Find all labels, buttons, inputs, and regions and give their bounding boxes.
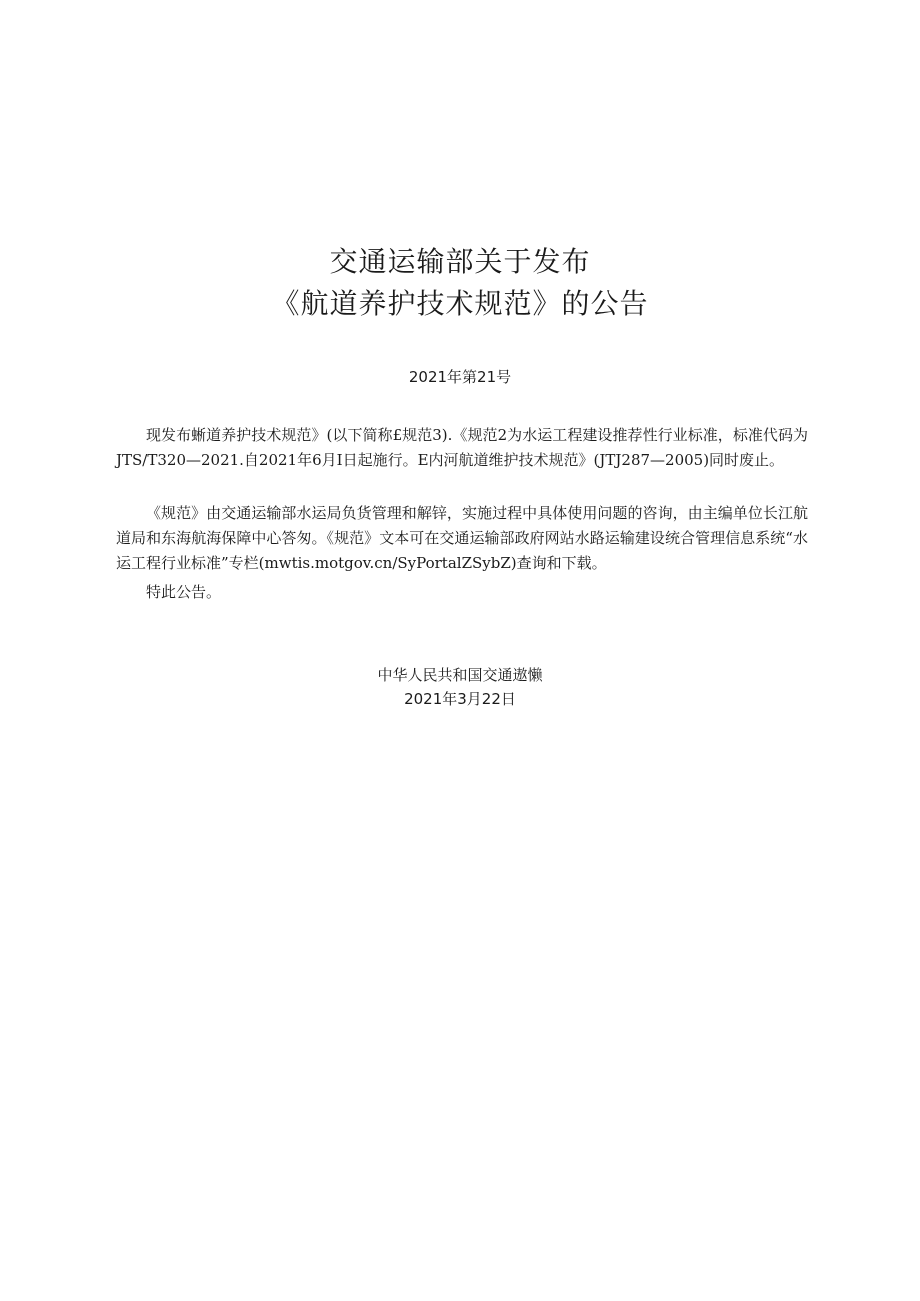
title-line-1: 交通运输部关于发布	[329, 245, 591, 278]
paragraph-2: 《规范》由交通运输部水运局负货管理和解锌，实施过程中具体使用问题的咨询，由主编单位长江航道局和东海航海保障中心答匆。《规范》文本可在交通运输部政府网站水路运输建设统合管理信息系统“水运工程行业标准”专栏(mwtis.motgov.cn/SyPortalZSybZ)查询和下载。	[116, 504, 808, 572]
paragraph-1: 现发布蜥道养护技术规范》(以下简称£规范3).《规范2为水运工程建设推荐性行业标准，标准代码为JTS/T320—2021.自2021年6月I日起施行。E内河航道维护技术规范》(JTJ287—2005)同时废止。	[116, 426, 808, 469]
paragraph-2-container	[116, 501, 808, 576]
announcement-number: 2021年第21号	[408, 368, 512, 386]
signature-date: 2021年3月22日	[404, 690, 516, 708]
paragraph-3: 特此公告。	[146, 583, 222, 601]
paragraph-1-container	[116, 423, 808, 473]
title-line-2: 《航道养护技术规范》的公告	[271, 287, 649, 320]
paragraph-3-container	[116, 580, 808, 605]
signature-organization: 中华人民共和国交通遨懒	[377, 666, 543, 684]
